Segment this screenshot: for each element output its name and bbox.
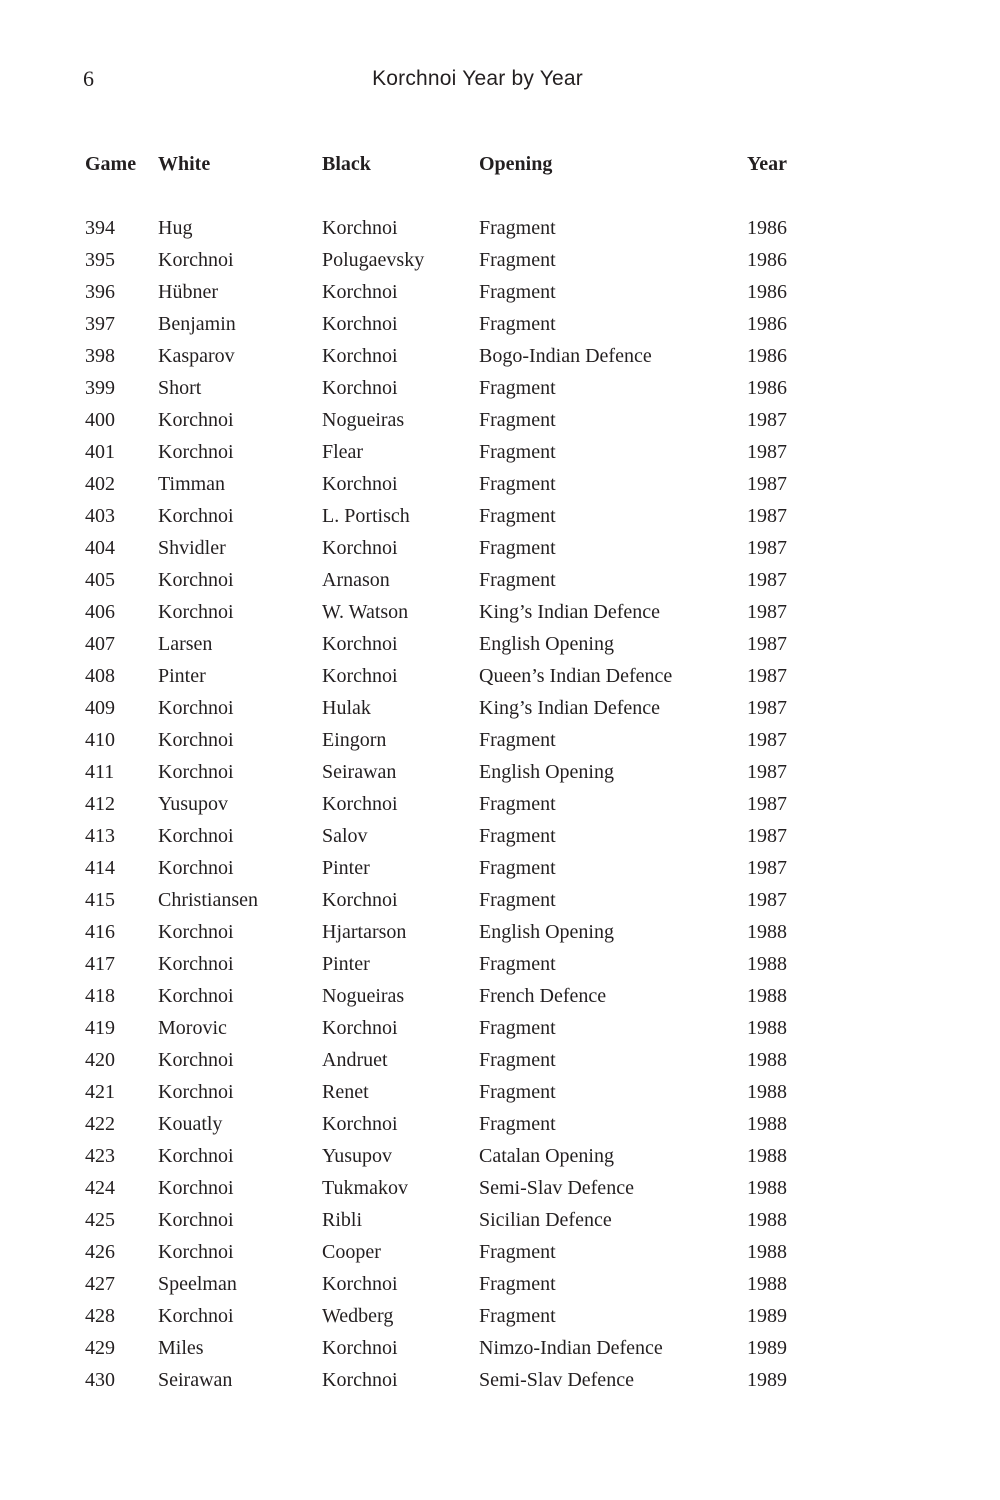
cell-opening: Fragment [479,472,556,495]
cell-black: Pinter [322,952,370,975]
cell-white: Christiansen [158,888,258,911]
cell-black: Korchnoi [322,216,398,239]
cell-white: Korchnoi [158,1080,234,1103]
cell-opening: Semi-Slav Defence [479,1176,634,1199]
cell-black: Nogueiras [322,984,405,1007]
cell-black: Flear [322,440,364,463]
cell-opening: Fragment [479,888,556,911]
cell-black: Korchnoi [322,1368,398,1391]
cell-year: 1987 [747,792,787,815]
table-row [85,1332,805,1364]
cell-white: Hug [158,216,193,239]
table-row [85,1076,805,1108]
cell-game: 401 [85,440,115,463]
table-row [85,980,805,1012]
cell-white: Speelman [158,1272,237,1295]
cell-game: 415 [85,888,115,911]
cell-white: Hübner [158,280,218,303]
cell-white: Larsen [158,632,213,655]
cell-game: 428 [85,1304,115,1327]
cell-white: Korchnoi [158,1176,234,1199]
cell-white: Korchnoi [158,856,234,879]
cell-game: 422 [85,1112,115,1135]
cell-year: 1987 [747,760,787,783]
cell-game: 410 [85,728,115,751]
cell-game: 399 [85,376,115,399]
cell-white: Korchnoi [158,1240,234,1263]
table-row [85,212,805,244]
table-row [85,692,805,724]
table-row [85,596,805,628]
table-row [85,372,805,404]
cell-white: Korchnoi [158,1048,234,1071]
cell-white: Morovic [158,1016,227,1039]
table-row [85,1364,805,1396]
cell-opening: Sicilian Defence [479,1208,612,1231]
cell-year: 1989 [747,1336,787,1359]
cell-opening: Fragment [479,504,556,527]
table-row [85,628,805,660]
cell-year: 1986 [747,248,787,271]
table-row [85,564,805,596]
cell-opening: English Opening [479,632,614,655]
cell-opening: Fragment [479,376,556,399]
cell-white: Short [158,376,202,399]
page-number: 6 [83,66,94,91]
column-header-game: Game [85,152,137,175]
cell-opening: Fragment [479,536,556,559]
cell-white: Shvidler [158,536,226,559]
games-table [85,148,805,1396]
table-row [85,1268,805,1300]
cell-black: Renet [322,1080,369,1103]
cell-game: 429 [85,1336,115,1359]
table-row [85,1300,805,1332]
cell-year: 1987 [747,568,787,591]
table-header-row [85,148,805,180]
table-row [85,436,805,468]
cell-black: Korchnoi [322,1272,398,1295]
table-row [85,852,805,884]
cell-game: 426 [85,1240,115,1263]
cell-black: W. Watson [322,600,409,623]
cell-opening: English Opening [479,760,614,783]
cell-game: 412 [85,792,115,815]
cell-year: 1987 [747,504,787,527]
cell-opening: Fragment [479,1272,556,1295]
table-row [85,1236,805,1268]
cell-year: 1986 [747,280,787,303]
column-header-black: Black [322,152,371,175]
cell-white: Korchnoi [158,984,234,1007]
cell-black: Korchnoi [322,632,398,655]
cell-black: Arnason [322,568,390,591]
cell-game: 416 [85,920,115,943]
cell-black: Yusupov [322,1144,393,1167]
table-row [85,660,805,692]
cell-year: 1988 [747,920,787,943]
table-row [85,884,805,916]
cell-opening: Fragment [479,216,556,239]
table-body [85,180,805,1396]
cell-game: 419 [85,1016,115,1039]
cell-opening: Fragment [479,792,556,815]
table-row [85,948,805,980]
cell-opening: Fragment [479,952,556,975]
cell-opening: Fragment [479,1240,556,1263]
cell-white: Seirawan [158,1368,233,1391]
cell-year: 1987 [747,856,787,879]
cell-opening: Fragment [479,1048,556,1071]
cell-game: 407 [85,632,115,655]
cell-year: 1988 [747,1112,787,1135]
cell-opening: French Defence [479,984,607,1007]
cell-game: 408 [85,664,115,687]
cell-white: Korchnoi [158,760,234,783]
cell-black: Nogueiras [322,408,405,431]
table-row [85,244,805,276]
cell-white: Korchnoi [158,1144,234,1167]
cell-year: 1988 [747,984,787,1007]
cell-white: Korchnoi [158,440,234,463]
cell-black: Korchnoi [322,472,398,495]
table-row [85,788,805,820]
table-row [85,500,805,532]
cell-game: 397 [85,312,115,335]
table-row [85,532,805,564]
cell-opening: Bogo-Indian Defence [479,344,652,367]
cell-black: Korchnoi [322,1112,398,1135]
cell-opening: Fragment [479,1304,556,1327]
column-header-white: White [158,152,211,175]
cell-black: Korchnoi [322,312,398,335]
cell-opening: Fragment [479,856,556,879]
cell-black: Andruet [322,1048,388,1071]
cell-opening: English Opening [479,920,614,943]
cell-black: Korchnoi [322,376,398,399]
cell-year: 1988 [747,1080,787,1103]
cell-year: 1986 [747,344,787,367]
cell-year: 1988 [747,1208,787,1231]
cell-white: Pinter [158,664,206,687]
table-row [85,1012,805,1044]
table-row [85,276,805,308]
cell-white: Timman [158,472,226,495]
cell-game: 421 [85,1080,115,1103]
running-head: Korchnoi Year by Year [372,67,583,90]
cell-white: Korchnoi [158,600,234,623]
cell-opening: Fragment [479,728,556,751]
cell-black: Ribli [322,1208,363,1231]
cell-black: Pinter [322,856,370,879]
cell-opening: Fragment [479,824,556,847]
cell-year: 1986 [747,376,787,399]
cell-white: Korchnoi [158,1208,234,1231]
cell-year: 1987 [747,696,787,719]
cell-year: 1987 [747,600,787,623]
cell-white: Korchnoi [158,728,234,751]
cell-black: Eingorn [322,728,387,751]
cell-black: Korchnoi [322,536,398,559]
cell-year: 1989 [747,1368,787,1391]
cell-black: Korchnoi [322,792,398,815]
table-row [85,724,805,756]
table-row [85,756,805,788]
table-row [85,1044,805,1076]
cell-opening: Nimzo-Indian Defence [479,1336,663,1359]
cell-game: 402 [85,472,115,495]
cell-opening: Fragment [479,568,556,591]
cell-black: Cooper [322,1240,381,1263]
cell-opening: Semi-Slav Defence [479,1368,634,1391]
cell-opening: Fragment [479,1112,556,1135]
column-header-year: Year [747,152,787,175]
cell-game: 418 [85,984,115,1007]
cell-year: 1986 [747,216,787,239]
cell-game: 395 [85,248,115,271]
cell-game: 425 [85,1208,115,1231]
table-row [85,404,805,436]
cell-white: Korchnoi [158,952,234,975]
cell-black: Salov [322,824,368,847]
cell-year: 1987 [747,728,787,751]
cell-game: 423 [85,1144,115,1167]
cell-game: 427 [85,1272,115,1295]
cell-opening: Fragment [479,1016,556,1039]
cell-year: 1988 [747,1240,787,1263]
cell-year: 1987 [747,664,787,687]
cell-black: Hulak [322,696,371,719]
cell-white: Kouatly [158,1112,223,1135]
cell-opening: Fragment [479,312,556,335]
cell-year: 1988 [747,1176,787,1199]
cell-year: 1987 [747,440,787,463]
cell-game: 413 [85,824,115,847]
cell-opening: Fragment [479,248,556,271]
cell-game: 420 [85,1048,115,1071]
column-header-opening: Opening [479,152,553,175]
cell-white: Korchnoi [158,696,234,719]
cell-year: 1988 [747,1144,787,1167]
cell-game: 417 [85,952,115,975]
cell-year: 1989 [747,1304,787,1327]
cell-game: 394 [85,216,115,239]
cell-game: 398 [85,344,115,367]
cell-game: 396 [85,280,115,303]
table-row [85,1108,805,1140]
cell-black: Tukmakov [322,1176,408,1199]
cell-opening: Fragment [479,408,556,431]
cell-white: Korchnoi [158,824,234,847]
cell-game: 400 [85,408,115,431]
cell-game: 406 [85,600,115,623]
cell-game: 403 [85,504,115,527]
cell-year: 1988 [747,1016,787,1039]
cell-game: 411 [85,760,115,783]
cell-opening: Fragment [479,280,556,303]
header-spacer [85,180,805,212]
cell-white: Korchnoi [158,568,234,591]
cell-opening: Queen’s Indian Defence [479,664,673,687]
cell-opening: Fragment [479,440,556,463]
table-row [85,820,805,852]
cell-year: 1987 [747,408,787,431]
cell-game: 414 [85,856,115,879]
cell-white: Korchnoi [158,1304,234,1327]
cell-opening: King’s Indian Defence [479,600,661,623]
cell-year: 1987 [747,472,787,495]
cell-black: Korchnoi [322,280,398,303]
cell-white: Yusupov [158,792,229,815]
table-row [85,1204,805,1236]
cell-white: Kasparov [158,344,235,367]
cell-black: Polugaevsky [322,248,425,271]
cell-year: 1987 [747,536,787,559]
cell-white: Korchnoi [158,248,234,271]
cell-black: Korchnoi [322,344,398,367]
cell-black: Wedberg [322,1304,394,1327]
cell-white: Benjamin [158,312,236,335]
cell-game: 404 [85,536,115,559]
table-row [85,916,805,948]
table-row [85,468,805,500]
cell-opening: King’s Indian Defence [479,696,661,719]
cell-year: 1987 [747,632,787,655]
cell-game: 409 [85,696,115,719]
cell-black: Korchnoi [322,664,398,687]
cell-black: L. Portisch [322,504,410,527]
cell-white: Korchnoi [158,504,234,527]
cell-white: Korchnoi [158,920,234,943]
cell-year: 1986 [747,312,787,335]
cell-white: Miles [158,1336,204,1359]
cell-white: Korchnoi [158,408,234,431]
table-row [85,308,805,340]
cell-black: Korchnoi [322,1336,398,1359]
cell-game: 405 [85,568,115,591]
cell-black: Seirawan [322,760,397,783]
cell-year: 1988 [747,1272,787,1295]
table-row [85,1172,805,1204]
cell-game: 424 [85,1176,115,1199]
cell-game: 430 [85,1368,115,1391]
cell-black: Hjartarson [322,920,407,943]
cell-black: Korchnoi [322,888,398,911]
cell-year: 1988 [747,952,787,975]
cell-opening: Catalan Opening [479,1144,614,1167]
cell-year: 1988 [747,1048,787,1071]
cell-black: Korchnoi [322,1016,398,1039]
table-row [85,340,805,372]
cell-year: 1987 [747,824,787,847]
cell-year: 1987 [747,888,787,911]
cell-opening: Fragment [479,1080,556,1103]
table-row [85,1140,805,1172]
